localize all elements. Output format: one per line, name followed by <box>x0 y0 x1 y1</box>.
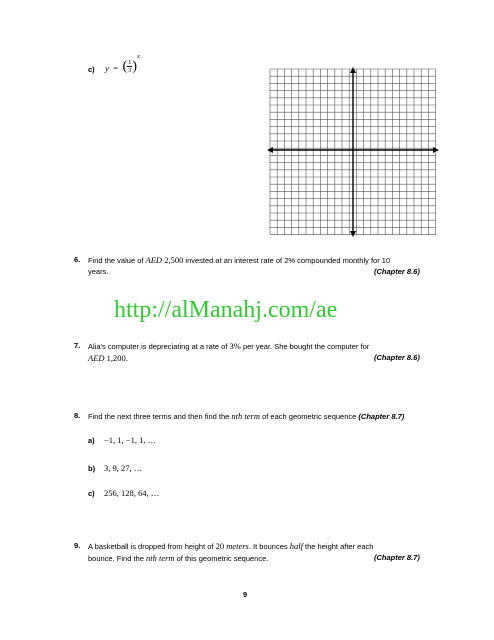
question-7-line1 <box>88 341 369 352</box>
q9-height: 20 <box>215 541 225 551</box>
coordinate-grid <box>264 66 442 238</box>
y-axis <box>350 67 356 237</box>
q9-text-c: the height after each <box>302 542 374 551</box>
q8-part-c-sequence: 256, 128, 64, … <box>104 488 160 498</box>
equation-lhs: y <box>105 63 109 73</box>
q6-amount: 2,500 <box>162 255 184 265</box>
q8-part-b-sequence: 3, 9, 27, … <box>104 463 143 473</box>
q6-text-a: Find the value of <box>88 256 146 265</box>
q8-text-b: of each geometric sequence <box>260 412 359 421</box>
q9-text-a: A basketball is dropped from height of <box>88 542 216 551</box>
question-8-number: 8. <box>74 411 81 420</box>
q7-rate: 3% <box>229 341 241 351</box>
q7-text-a: Alia's computer is depreciating at a rate of <box>88 342 230 351</box>
q6-aed: AED <box>145 255 163 265</box>
q8-part-b-label: b) <box>88 464 96 473</box>
part-c-label: c) <box>88 65 95 74</box>
question-7-line2 <box>88 353 128 364</box>
equation-eq: = <box>113 63 119 73</box>
watermark-url: http://alManahj.com/ae <box>114 297 338 323</box>
q7-amount: 1,200. <box>104 353 128 363</box>
q9-unit: meters <box>224 541 249 551</box>
q6-text-b: invested at an interest rate of 2% compounded monthly for 10 <box>183 256 391 265</box>
question-9-chapter-ref: (Chapter 8.7) <box>374 553 420 562</box>
q7-aed: AED <box>88 353 105 363</box>
q9-text-b: . It bounces <box>248 542 290 551</box>
q9-half: half <box>289 541 303 551</box>
fraction-numerator: 1 <box>128 59 132 67</box>
q8-part-c-label: c) <box>88 489 95 498</box>
equation-c <box>105 54 140 76</box>
q8-part-a-sequence: −1, 1, −1, 1, … <box>104 435 157 445</box>
q8-part-a-label: a) <box>88 436 95 445</box>
q9-nth-term: nth term <box>145 553 175 563</box>
question-6-line1 <box>88 255 390 266</box>
question-9-line1 <box>88 541 373 552</box>
left-paren: ( <box>122 58 128 74</box>
exponent: x <box>137 54 140 60</box>
question-7-chapter-ref: (Chapter 8.6) <box>374 353 420 362</box>
question-9-number: 9. <box>74 541 81 550</box>
q9-text-d: bounce. Find the <box>88 554 146 563</box>
q8-nth-term: nth term <box>231 411 260 421</box>
question-8-text <box>88 411 404 422</box>
q8-text-a: Find the next three terms and then find the <box>88 412 232 421</box>
question-9-line2 <box>88 553 268 564</box>
question-6-number: 6. <box>74 255 81 264</box>
q9-text-e: of this geometric sequence. <box>174 554 269 563</box>
question-6-line2: years. <box>88 267 109 276</box>
question-6-chapter-ref: (Chapter 8.6) <box>374 267 420 276</box>
page-number: 9 <box>243 590 248 599</box>
q7-text-b: per year. She bought the computer for <box>240 342 370 351</box>
question-7-number: 7. <box>74 341 81 350</box>
question-8-chapter-ref: (Chapter 8.7) <box>358 412 405 421</box>
right-paren: ) <box>132 58 138 74</box>
fraction-denominator: 3 <box>128 67 132 75</box>
